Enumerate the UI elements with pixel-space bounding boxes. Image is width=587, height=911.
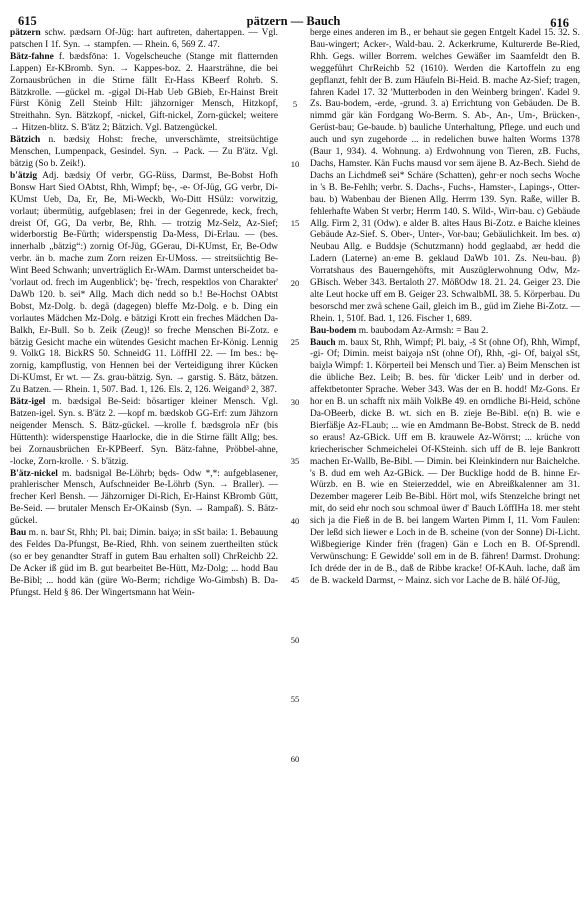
dictionary-entry bbox=[10, 28, 278, 52]
line-number: 45 bbox=[290, 575, 300, 585]
line-number: 30 bbox=[290, 397, 300, 407]
right-column bbox=[310, 28, 580, 901]
entry-text: n. bædsiχ Hohst: freche, unverschämte, streitsüchtige Menschen, Lumpenpack, Gesindel. Syn. → Pack. — Zu B'ätz. Vgl. bätzig (So b. Zeik!). bbox=[10, 135, 278, 169]
entry-text: berge eines anderen im B., er behaut sie gegen Entgelt Kadel 15. 32. S. Bau-wingert; Acker-, Wald-bau. 2. Ackerkrume, Kulturerde Be-Ried, Rhh. Gegs. willer Borrem. welches Gewäßer im Saamfeldt den B. weggeführt ChrReichb 52 (1610). Werden die Kartoffeln zu eng gepflanzt, fehlt der B. zum Häufeln Bi-Heid. B. mache Az-Sief; tragen, fahren Kadel 17. 32 'Mutterboden in den Weinberg bringen'. Kadel 9. Zs. Bau-bodem, ‑erde, ‑grund. 3. a) Errichtung von Gebäuden. De B. nimmd gär kän Fordgang Wo-Berm. S. Ab-, An-, Um-, Brücken-, Gerüst-bau; Ge-baude. b) bauliche Unterhaltung, Pflege. und euch und auch und syn zugehorde ... in redelichen buwe halten Worms 1378 (Baur 1, 934). 4. Wohnung. a) Erdwohnung von Tieren, zB. Fuchs, Dachs, Hamster. Kän Fuchs mausd vor sem äjene B. Az-Bech. Siehd de Dachs an Lichdmeß sei* Schäre (Schatten), gehr·er noch sechs Woche in 's B. Be-Fehlh; verbr. S. Dachs-, Fuchs-, Hamster-, Lapings-, Otter-bau. b) Wabenbau der Bienen Allg. Herrm 139. Syn. Raße, willer B. fehlerhafte Waben St verbr; Herrm 140. S. Wild-, Wirr-bau. c) Gebäude Allg. Firm 2, 31 (Odw). e alder B. altes Haus Bi-Zotz. e Baiche kleines Gebäude Az-Sief. S. Ober-, Unter-, Vor-bau; Gebäulichkeit. Im bes. α) Neubau Allg. e Buddsje (Schutzmann) hodd geglaabd, ær hedd die Ladern (Laterne) an·eme B. geklaud DaWb 101. Zs. Neu-bau. β) Vorratshaus des Bauerngehöfts, mit Auszüglerwohnung Odw, Mz-GBisch. Weber 343. Bertaloth 27. MößOdw 18. 21. 24. Geiger 23. Die alte Leut hocke uff em B. Geiger 23. SchwalbML 38. 5. Körperbau. Du besorschd mer zwä schene Gail, gleich im B., güd im Ziehe Bi-Zotz. — Rhein. 1, 510f. Bad. 1, 126. Fischer 1, 689. bbox=[310, 28, 580, 324]
dictionary-entry bbox=[10, 171, 278, 397]
line-number: 25 bbox=[290, 337, 300, 347]
entry-headword: Bauch bbox=[310, 337, 336, 348]
line-number: 55 bbox=[290, 694, 300, 704]
dictionary-entry bbox=[10, 135, 278, 171]
entry-text: f. bædsfōnə: 1. Vogelscheuche (Stange mit flatternden Lappen) Er-KBromb. Syn. → Kappes-boz. 2. Haarsträhne, die bei Zornausbrüchen in die Stirne fällt Er-Hass KBeerf Rohrb. S. Bätzkrolle. —gückel m. ‑gigəl Di-Hab Ueb GBieb, Er-Hainst Breit Fürst König Zell Steinb Hilt: jähzorniger Mensch, Hitzkopf, Streithahn. Syn. Bätzkopf, ‑nickel, Gift-nickel, Zorn-gückel; weitere → Hitzen-blitz. S. B'ätz 2; Bätzich. Vgl. Batzengückel. bbox=[10, 51, 278, 134]
dictionary-entry bbox=[310, 28, 580, 326]
right-page-number: 616 bbox=[550, 16, 569, 30]
dictionary-entry bbox=[10, 397, 278, 468]
entry-headword: Bau-bodem bbox=[310, 325, 357, 336]
entry-text: m. baux St, Rhh, Wimpf; Pl. baiχ, ‑š St (ohne Of), Rhh, Wimpf, ‑gi- Of; Dimin. meist baiχəjə nSt (ohne Of), Rhh, ‑gi- Of, baiχəl sSt, baiχlə Wimpf: 1. Körperteil bei Mensch und Tier. a) Beim Menschen ist die übliche Bez. Leib; B. bes. für 'dicker Leib' und in derber od. affektbetonter Sprache. Weber 343. Was der en B. hodd! Mz-Gons. Er hor en B. un schafft nix mäih VolkBe 49. en orndliche Bi-Heid, schöne Da-OBeerb, dicke B. wt. sich en B. zieje Be-Bibl. e(n) B. wie e Bierfäßje Az-FLaub; ... wie en Amdmann Be-Bobst. Streck de B. nedd so eraus! Az-GBick. Uff em B. krauwele Az-Wörrst; ... krüche von kriecherischer Schmeichelei Of-KSteinh. sich uff de B. leje Bankrott machen Er-Wallb, Be-Bibl. — Dimin. bei Kleinkindern nur Baichelche. 's B. dud em weh Az-GBick. — Der Bucklige hodd de B. hinne Er-Würzb. en B. wie en Steierzeddel, wie en Abreißkalenner am 31. Dezember magerer Leib Be-Bibl. Hört mol, wifs Stenzelche bringt net mit, do seid ehr noch sou schmoal üwer d' Bauch LöffIHa 18. mer steht sich ja die Fieß in de B. bei langem Warten Pimm I, 11. Vom Faulen: Der leßd sich liewer e Loch in de B. scheine (von der Sonne) Di-Licht. Wißbegierige Kinder frën (fragen) Gän e Loch en B. Of-Sprendl. Verwünschung: E Gewidde' soll em in de B. fähren! Darmst. Drohung: Ich dréde der in de B., daß de Ribbe kracke! Of-KAuh. lache, daß äm de B. wackeld Darmst, ~ Mainz. sich vor Lache de B. hälé Of-Jüg, bbox=[310, 337, 580, 586]
line-number: 60 bbox=[290, 754, 300, 764]
dictionary-entry bbox=[10, 52, 278, 135]
line-number: 5 bbox=[292, 99, 298, 109]
entry-headword: pätzern bbox=[10, 28, 41, 38]
dictionary-entry bbox=[10, 528, 278, 599]
entry-headword: Bätz-igel bbox=[10, 397, 46, 408]
line-number: 35 bbox=[290, 456, 300, 466]
dictionary-entry bbox=[10, 469, 278, 529]
line-number: 40 bbox=[290, 516, 300, 526]
entry-text: m. n. baư St, Rhh; Pl. bai; Dimin. baiχə; in sSt bailə: 1. Bebauung des Feldes Da-Pfungst, Be-Ried, Rhh. von seinem zuertheilten stück (so er bey genandter Straff in gutem Bau erhalten soll) ChrReichb 22. De Acker iß güd im B. gut bearbeitet Be-Hütt, Mz-Dolg; ... hodd Bau Be-Bibl; ... hodd kän (güre Wo-Berm; richdige Wo-Gimbsh) B. Da-Pfungst. Held § 86. Der Wingertsmann hat Wein- bbox=[10, 528, 278, 598]
entry-text: Adj. bædsiχ Of verbr, GG-Rüss, Darmst, Be-Bobst Hofh Bonsw Hart Sied OAbtst, Rhh, Wimpf; bę-, ‑e- Of-Jüg, GG verbr, Di-KUmst Ueb, Da, Er, Be, Mi-Weckb, Wo-Ditt HSülz: vorwitzig, vorlaut; übermütig, aufgeblasen; frei in der Gegenrede, keck, frech, dreist Of, GG, Da verbr, Be, Rhh. — trotzig Mz-Selz, Az-Sief; widerborstig Be-Fürth; widerspenstig Da-Mess, Di-Erlau. — (bes. innerhalb „bätzig“:) zornig Of-Jüg, GGerau, Di-KUmst, Er, Be-Odw verbr. än b. mache zum Zorn reizen Er-UMoss. — streitsüchtig Be-Wint Beed Schwanh; unverträglich Er-WAm. Darmst unterscheidet ba-'vorlaut od. frech im Augenblick'; bę- 'frech, respektlos von Charakter' DaWb 120. b. sei* Allg. Mach dich nedd so b.! Be-Hochst OAbtst Bobst, Mz-Dolg. b. degä (dagegen) bleffe Mz-Dolg. e b. Ding ein vorlautes Mädchen Mz-Dolg. e bätzigi Krott ein freches Mädchen Da-Balkh, Er-Bull. So b. Zeik (Zeug)! so freche Menschen Bi-Zotz. e bätzig Gesicht mache ein wütendes Gesicht machen Er-König. Lennig 9. VolkG 18. BickRS 50. SchneidG 11. LöffHI 22. — Im bes.: bę- zornig, kampflustig, von Hennen bei der Verteidigung ihrer Kücken Di-KUmst, Er wt. — Zs. grau-bätzig. Syn. → garstig. S. Bätz, bätzen. Zu Batzen. — Rhein. 1, 507. Bad. 1, 126. Els. 2, 126. Weigand³ 2, 387. bbox=[10, 170, 278, 396]
left-column bbox=[10, 28, 278, 901]
dictionary-entry bbox=[310, 338, 580, 588]
entry-headword: Bätzich bbox=[10, 135, 41, 146]
dictionary-entry bbox=[310, 326, 580, 338]
line-number: 15 bbox=[290, 218, 300, 228]
running-title: pätzern — Bauch bbox=[246, 14, 341, 28]
entry-headword: Bätz-fahne bbox=[10, 51, 54, 62]
text-columns bbox=[10, 28, 580, 901]
entry-text: m. baubodəm Az-Armsh: = Bau 2. bbox=[356, 325, 489, 336]
entry-text: m. badsnigəl Be-Löhrb; będs- Odw *,*: aufgeblasener, prahlerischer Mensch, Aufschneider Be-Löhrb (Syn. → Braller). — frecher Kerl Bensh. — Jähzorniger Di-Rich, Er-Hainst KBromb Gütt, Be-Seid. — brutaler Mensch Er-OKainsb (Syn. → Rampaß). S. Bätz-gückel. bbox=[10, 468, 278, 527]
entry-text: schw. pædsərn Of-Jüg: hart auftreten, dahertappen. — Vgl. patschen I 1f. Syn. → stampfen. — Rhein. 6, 569 Z. 47. bbox=[10, 28, 278, 50]
entry-text: m. bædsigəl Be-Seid: bösartiger kleiner Mensch. Vgl. Batzen-igel. Syn. s. B'ätz 2. —kopf m. bædskob GG-Erf: zum Jähzorn neigender Mensch. S. Bätz-gückel. —krolle f. bædsgrolə nEr (bis Hüttenth): widerspenstige Haarlocke, die in die Stirne fällt Allg; bes. bei Zornausbrüchen Er-KPBeerf. Syn. Bätz-fahne, Pröbbel-ahne, ‑locke, Zorn-krolle. · S. b'ätzig. bbox=[10, 397, 278, 467]
line-number: 50 bbox=[290, 635, 300, 645]
line-number: 10 bbox=[290, 159, 300, 169]
entry-headword: Bau bbox=[10, 528, 27, 539]
entry-headword: B'ätz-nickel bbox=[10, 468, 58, 479]
entry-headword: b'ätzig bbox=[10, 170, 38, 181]
line-number-gutter bbox=[288, 28, 302, 901]
left-page-number: 615 bbox=[18, 14, 37, 28]
line-number: 20 bbox=[290, 278, 300, 288]
